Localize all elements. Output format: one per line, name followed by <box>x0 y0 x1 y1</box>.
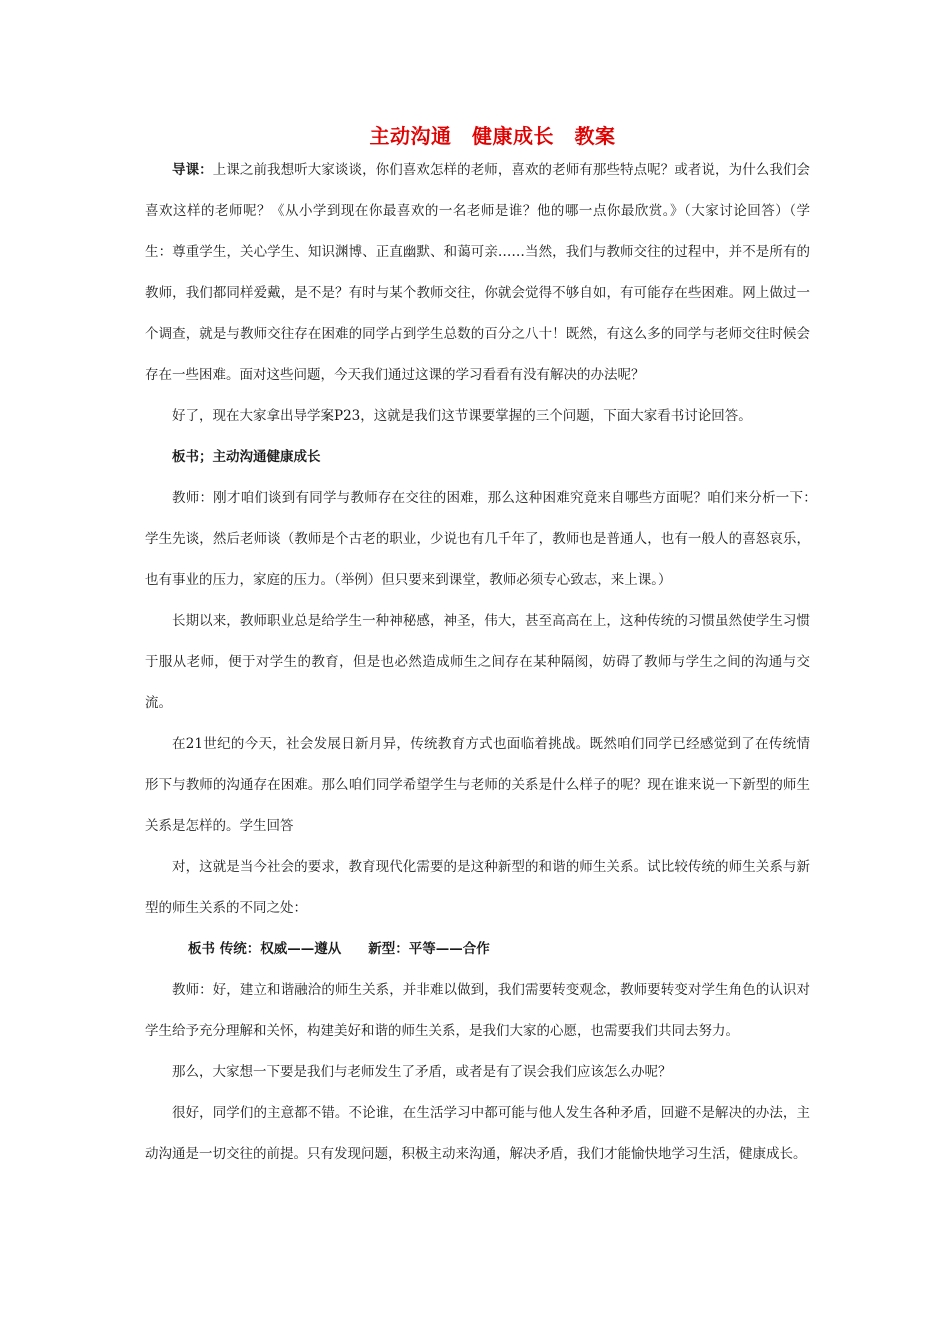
conflict-paragraph: 那么，大家想一下要是我们与老师发生了矛盾，或者是有了误会我们应该怎么办呢？ <box>172 1064 672 1080</box>
document-page <box>145 122 837 1175</box>
intro-label: 导课： <box>172 162 213 178</box>
final-paragraph: 很好，同学们的主意都不错。不论谁，在生活学习中都可能与他人发生各种矛盾，回避不是解决的办法，主动沟通是一切交往的前提。只有发现问题，积极主动来沟通，解决矛盾，我们才能愉快地学习生活，健康成长。 <box>145 1105 810 1162</box>
teacher-paragraph-1: 教师：刚才咱们谈到有同学与教师存在交往的困难，那么这种困难究竟来自哪些方面呢？咱们来分析一下： 学生先谈，然后老师谈（教师是个古老的职业，少说也有几千年了，教师也是普通人，也有一般人的喜怒哀乐，也有事业的压力，家庭的压力。（举例）但只要来到课堂，教师必须专心致志，来上课。） <box>145 490 837 588</box>
board-note-1: 板书；主动沟通健康成长 <box>172 449 321 465</box>
guide-paragraph: 好了，现在大家拿出导学案P23，这就是我们这节课要掌握的三个问题，下面大家看书讨论回答。 <box>172 408 752 424</box>
century-paragraph: 在21世纪的今天，社会发展日新月异，传统教育方式也面临着挑战。既然咱们同学已经感觉到了在传统情形下与教师的沟通存在困难。那么咱们同学希望学生与老师的关系是什么样子的呢？现在谁来说一下新型的师生关系是怎样的。学生回答 <box>145 736 810 834</box>
intro-text: 上课之前我想听大家谈谈，你们喜欢怎样的老师，喜欢的老师有那些特点呢？或者说，为什么我们会喜欢这样的老师呢？《从小学到现在你最喜欢的一名老师是谁？他的哪一点你最欣赏。》（大家讨论回答）（学生：尊重学生，关心学生、知识渊博、正直幽默、和蔼可亲……当然，我们与教师交往的过程中，并不是所有的教师，我们都同样爱戴，是不是？有时与某个教师交往，你就会觉得不够自如，有可能存在些困难。网上做过一个调查，就是与教师交往存在困难的同学占到学生总数的百分之八十！既然，有这么多的同学与老师交往时候会存在一些困难。面对这些问题，今天我们通过这课的学习看看有没有解决的办法呢？ <box>145 162 811 383</box>
board-note-2: 板书 传统：权威——遵从 新型：平等——合作 <box>188 941 490 957</box>
document-title: 主动沟通 健康成长 教案 <box>369 124 616 148</box>
teacher-paragraph-2: 教师：好，建立和谐融洽的师生关系，并非难以做到，我们需要转变观念，教师要转变对学生角色的认识对学生给予充分理解和关怀，构建美好和谐的师生关系，是我们大家的心愿，也需要我们共同去努力。 <box>145 982 810 1039</box>
longterm-paragraph: 长期以来，教师职业总是给学生一种神秘感，神圣，伟大，甚至高高在上，这种传统的习惯虽然使学生习惯于服从老师，便于对学生的教育，但是也必然造成师生之间存在某种隔阂，妨碍了教师与学生之间的沟通与交流。 <box>145 613 810 711</box>
society-paragraph: 对，这就是当今社会的要求，教育现代化需要的是这种新型的和谐的师生关系。试比较传统的师生关系与新型的师生关系的不同之处： <box>145 859 810 916</box>
intro-paragraph <box>145 150 810 396</box>
